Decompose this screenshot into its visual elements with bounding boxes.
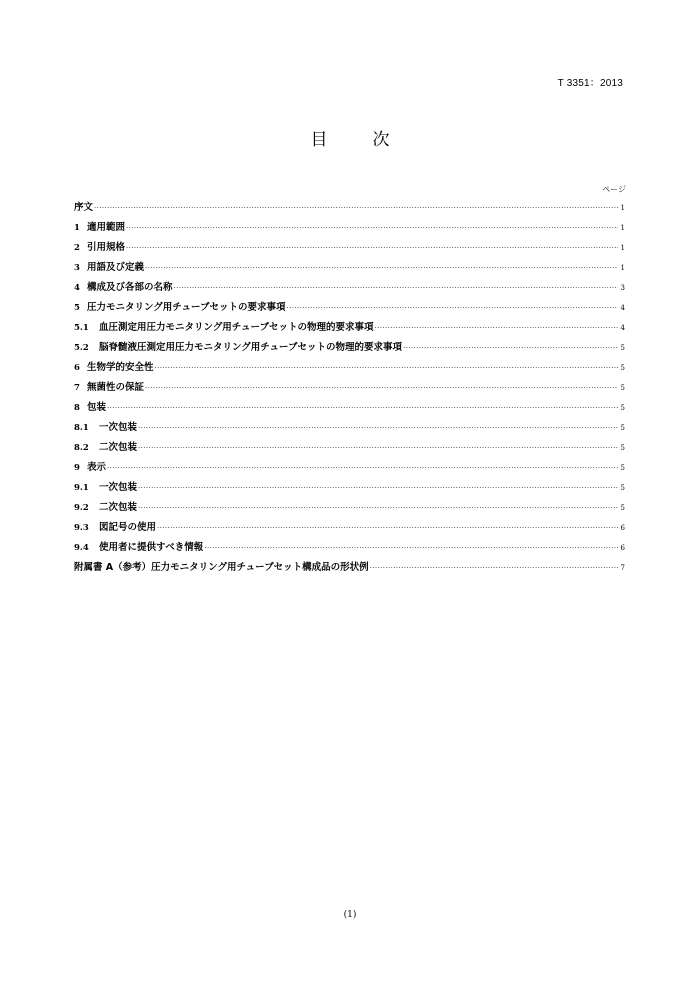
toc-entry-page: 1 xyxy=(620,264,625,272)
toc-entry-number: 8.1 xyxy=(74,423,89,433)
toc-entry-annex-a[interactable] xyxy=(74,558,625,578)
toc-leader-dots xyxy=(155,358,618,378)
toc-leader-dots xyxy=(286,298,618,318)
toc-entry-number: 9.2 xyxy=(74,503,89,513)
toc-entry-title: 序文 xyxy=(74,202,94,213)
toc-entry-title: 包装 xyxy=(87,402,107,413)
toc-entry-title: 二次包装 xyxy=(99,502,138,513)
toc-entry-number: 3 xyxy=(74,263,80,273)
toc-entry-number: 9.3 xyxy=(74,523,89,533)
toc-entry-title: 二次包装 xyxy=(99,442,138,453)
toc-entry-number: 4 xyxy=(74,283,80,293)
toc-entry-page: 5 xyxy=(620,444,625,452)
toc-entry-title: 血圧測定用圧力モニタリング用チューブセットの物理的要求事項 xyxy=(99,322,374,333)
toc-entry-number: 9 xyxy=(74,463,80,473)
toc-leader-dots xyxy=(403,338,618,358)
toc-entry-9[interactable] xyxy=(74,458,625,478)
toc-entry-title: 用語及び定義 xyxy=(87,262,145,273)
toc-entry-number: 5 xyxy=(74,303,80,313)
toc-leader-dots xyxy=(94,198,618,218)
toc-entry-title: 引用規格 xyxy=(87,242,126,253)
toc-entry-page: 5 xyxy=(620,364,625,372)
toc-entry-page: 5 xyxy=(620,484,625,492)
toc-leader-dots xyxy=(138,438,618,458)
toc-entry-page: 3 xyxy=(620,284,625,292)
toc-entry-title: 一次包装 xyxy=(99,422,138,433)
toc-entry-6[interactable] xyxy=(74,358,625,378)
toc-entry-number: 9.4 xyxy=(74,543,89,553)
toc-entry-title: 使用者に提供すべき情報 xyxy=(99,542,204,553)
toc-entry-number: 8.2 xyxy=(74,443,89,453)
toc-entry-3[interactable] xyxy=(74,258,625,278)
toc-entry-2[interactable] xyxy=(74,238,625,258)
page-number: (1) xyxy=(343,910,357,920)
toc-entry-5-2[interactable] xyxy=(74,338,625,358)
toc-entry-page: 4 xyxy=(620,324,625,332)
toc-entry-page: 5 xyxy=(620,344,625,352)
toc-leader-dots xyxy=(145,258,618,278)
toc-entry-title: 構成及び各部の名称 xyxy=(87,282,173,293)
toc-leader-dots xyxy=(138,498,618,518)
toc-entry-title: 一次包装 xyxy=(99,482,138,493)
toc-entry-number: 6 xyxy=(74,363,80,373)
toc-entry-number: 1 xyxy=(74,223,80,233)
toc-leader-dots xyxy=(126,238,618,258)
toc-entry-page: 1 xyxy=(620,224,625,232)
toc-entry-page: 5 xyxy=(620,464,625,472)
toc-entry-title: 脳脊髄液圧測定用圧力モニタリング用チューブセットの物理的要求事項 xyxy=(99,342,402,353)
toc-leader-dots xyxy=(145,378,618,398)
toc-entry-title: 生物学的安全性 xyxy=(87,362,154,373)
table-of-contents xyxy=(74,198,625,578)
toc-leader-dots xyxy=(157,518,618,538)
toc-entry-number: 8 xyxy=(74,403,80,413)
toc-leader-dots xyxy=(126,218,618,238)
toc-entry-7[interactable] xyxy=(74,378,625,398)
toc-entry-9-3[interactable] xyxy=(74,518,625,538)
toc-entry-page: 5 xyxy=(620,504,625,512)
toc-entry-page: 1 xyxy=(620,244,625,252)
toc-entry-title: 表示 xyxy=(87,462,107,473)
toc-entry-number: 5.1 xyxy=(74,323,89,333)
toc-entry-9-2[interactable] xyxy=(74,498,625,518)
page-column-label: ページ xyxy=(602,185,626,194)
toc-entry-title: 圧力モニタリング用チューブセットの要求事項 xyxy=(87,302,286,313)
toc-entry-1[interactable] xyxy=(74,218,625,238)
toc-entry-title: 図記号の使用 xyxy=(99,522,157,533)
toc-entry-9-4[interactable] xyxy=(74,538,625,558)
toc-entry-page: 6 xyxy=(620,544,625,552)
toc-entry-5-1[interactable] xyxy=(74,318,625,338)
toc-leader-dots xyxy=(138,478,618,498)
toc-entry-page: 5 xyxy=(620,384,625,392)
toc-entry-4[interactable] xyxy=(74,278,625,298)
toc-leader-dots xyxy=(174,278,618,298)
toc-entry-8-1[interactable] xyxy=(74,418,625,438)
toc-leader-dots xyxy=(370,558,618,578)
page-title: 目 次 xyxy=(310,130,404,150)
toc-leader-dots xyxy=(107,458,618,478)
toc-entry-title: 適用範囲 xyxy=(87,222,126,233)
toc-entry-page: 5 xyxy=(620,404,625,412)
toc-entry-number: 9.1 xyxy=(74,483,89,493)
toc-entry-title: 附属書 A（参考）圧力モニタリング用チューブセット構成品の形状例 xyxy=(74,562,369,573)
toc-entry-number: 5.2 xyxy=(74,343,89,353)
document-id: T 3351：2013 xyxy=(557,78,623,89)
toc-entry-page: 4 xyxy=(620,304,625,312)
toc-entry-preface[interactable] xyxy=(74,198,625,218)
toc-entry-5[interactable] xyxy=(74,298,625,318)
toc-entry-9-1[interactable] xyxy=(74,478,625,498)
toc-entry-page: 1 xyxy=(620,204,625,212)
toc-entry-page: 7 xyxy=(620,564,625,572)
toc-entry-number: 7 xyxy=(74,383,80,393)
toc-entry-8-2[interactable] xyxy=(74,438,625,458)
toc-leader-dots xyxy=(374,318,618,338)
toc-entry-page: 5 xyxy=(620,424,625,432)
toc-leader-dots xyxy=(107,398,618,418)
toc-entry-8[interactable] xyxy=(74,398,625,418)
toc-leader-dots xyxy=(138,418,618,438)
toc-leader-dots xyxy=(204,538,618,558)
toc-entry-title: 無菌性の保証 xyxy=(87,382,145,393)
toc-entry-page: 6 xyxy=(620,524,625,532)
toc-entry-number: 2 xyxy=(74,243,80,253)
